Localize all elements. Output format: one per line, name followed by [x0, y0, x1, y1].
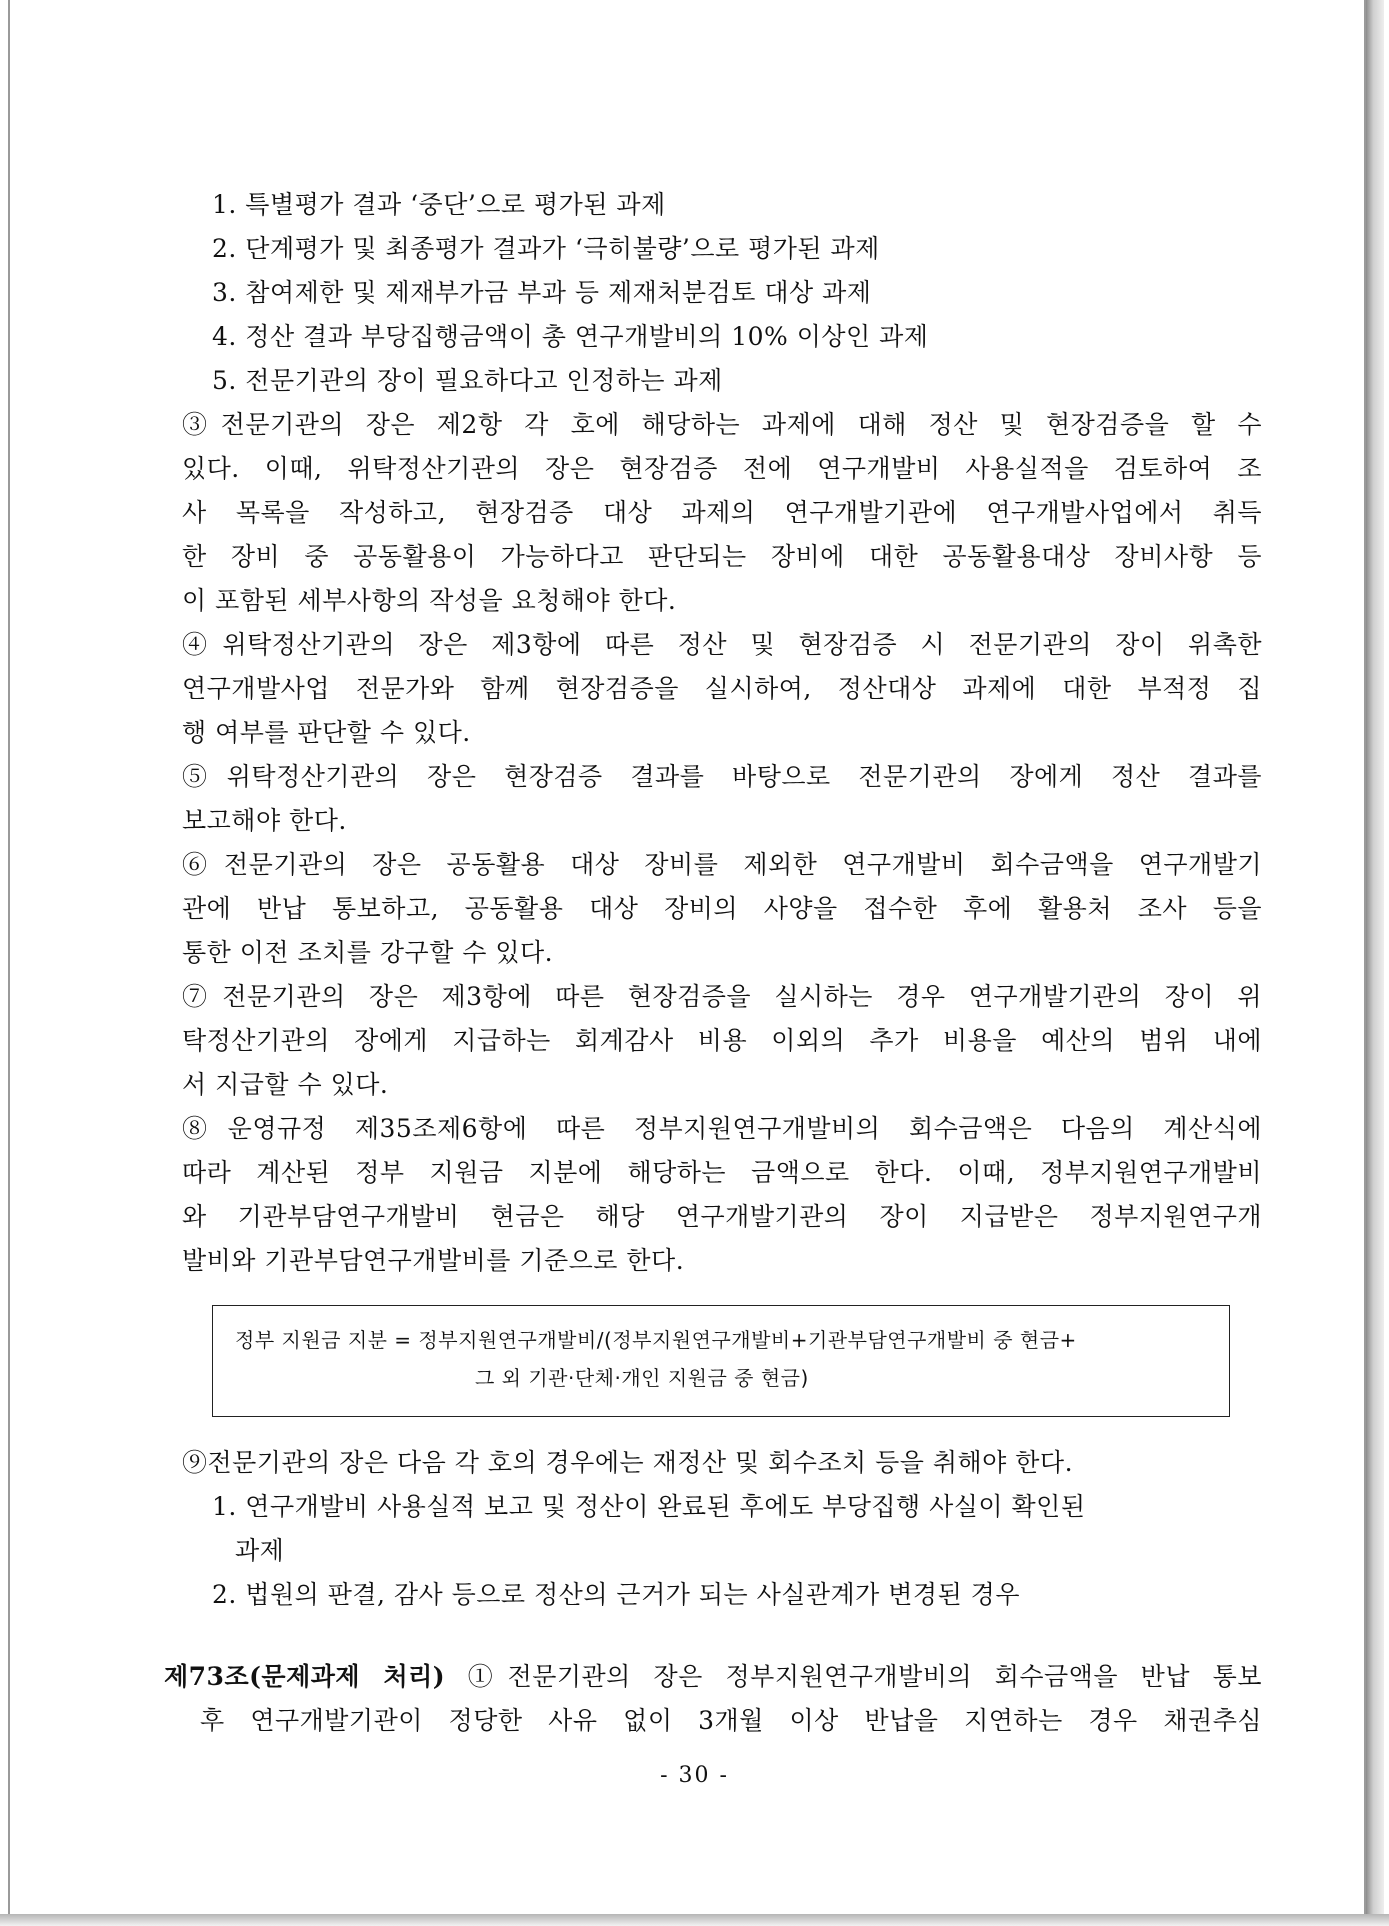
formula-line: 그 외 기관·단체·개인 지원금 중 현금) — [475, 1366, 809, 1390]
article-title: 제73조(문제과제 처리) — [164, 1662, 446, 1691]
paragraph-5-line: ⑤위탁정산기관의 장은 현장검증 결과를 바탕으로 전문기관의 장에게 정산 결과를 — [182, 762, 1262, 791]
page-shadow — [1366, 0, 1384, 1926]
paragraph-4-line: ④위탁정산기관의 장은 제3항에 따른 정산 및 현장검증 시 전문기관의 장이 위촉한 — [182, 630, 1262, 659]
formula-box — [212, 1305, 1230, 1417]
paragraph-3-line: 이 포함된 세부사항의 작성을 요청해야 한다. — [182, 586, 677, 615]
list-item: 2. 단계평가 및 최종평가 결과가 ‘극히불량’으로 평가된 과제 — [212, 234, 880, 263]
paragraph-3-line: 한 장비 중 공동활용이 가능하다고 판단되는 장비에 대한 공동활용대상 장비사항 등 — [182, 542, 1262, 571]
paragraph-7-line: 탁정산기관의 장에게 지급하는 회계감사 비용 이외의 추가 비용을 예산의 범위 내에 — [182, 1026, 1262, 1055]
page-shadow-bottom — [0, 1914, 1389, 1926]
list-item: 4. 정산 결과 부당집행금액이 총 연구개발비의 10% 이상인 과제 — [212, 322, 929, 351]
paragraph-3-line: 있다. 이때, 위탁정산기관의 장은 현장검증 전에 연구개발비 사용실적을 검토하여 조 — [182, 454, 1262, 483]
paragraph-7-line: 서 지급할 수 있다. — [182, 1070, 389, 1099]
paragraph-7-line: ⑦전문기관의 장은 제3항에 따른 현장검증을 실시하는 경우 연구개발기관의 장이 위 — [182, 982, 1262, 1011]
paragraph-4-line: 연구개발사업 전문가와 함께 현장검증을 실시하여, 정산대상 과제에 대한 부적정 집 — [182, 674, 1262, 703]
list-item: 2. 법원의 판결, 감사 등으로 정산의 근거가 되는 사실관계가 변경된 경우 — [212, 1580, 1020, 1609]
page-number: - 30 - — [660, 1763, 729, 1788]
paragraph-9: ⑨전문기관의 장은 다음 각 호의 경우에는 재정산 및 회수조치 등을 취해야 한다. — [182, 1448, 1074, 1477]
paragraph-3-line: 사 목록을 작성하고, 현장검증 대상 과제의 연구개발기관에 연구개발사업에서 취득 — [182, 498, 1262, 527]
paragraph-8-line: ⑧운영규정 제35조제6항에 따른 정부지원연구개발비의 회수금액은 다음의 계산식에 — [182, 1114, 1262, 1143]
article-73-line: 후 연구개발기관이 정당한 사유 없이 3개월 이상 반납을 지연하는 경우 채권추심 — [200, 1706, 1262, 1735]
document-body — [164, 183, 1262, 1743]
paragraph-6-line: 통한 이전 조치를 강구할 수 있다. — [182, 938, 554, 967]
list-item: 1. 연구개발비 사용실적 보고 및 정산이 완료된 후에도 부당집행 사실이 확인된 — [212, 1492, 1086, 1521]
paragraph-3-line: ③전문기관의 장은 제2항 각 호에 해당하는 과제에 대해 정산 및 현장검증을 할 수 — [182, 410, 1262, 439]
article-text: ①전문기관의 장은 정부지원연구개발비의 회수금액을 반납 통보 — [445, 1662, 1262, 1691]
list-item: 5. 전문기관의 장이 필요하다고 인정하는 과제 — [212, 366, 723, 395]
paragraph-8-line: 발비와 기관부담연구개발비를 기준으로 한다. — [182, 1246, 685, 1275]
paragraph-4-line: 행 여부를 판단할 수 있다. — [182, 718, 471, 747]
formula-line: 정부 지원금 지분 = 정부지원연구개발비/(정부지원연구개발비+기관부담연구개발비 중 현금+ — [235, 1328, 1077, 1352]
article-73-line — [164, 1655, 1262, 1699]
paragraph-6-line: ⑥전문기관의 장은 공동활용 대상 장비를 제외한 연구개발비 회수금액을 연구개발기 — [182, 850, 1262, 879]
paragraph-8-line: 와 기관부담연구개발비 현금은 해당 연구개발기관의 장이 지급받은 정부지원연구개 — [182, 1202, 1262, 1231]
paragraph-8-line: 따라 계산된 정부 지원금 지분에 해당하는 금액으로 한다. 이때, 정부지원연구개발비 — [182, 1158, 1262, 1187]
list-item: 1. 특별평가 결과 ‘중단’으로 평가된 과제 — [212, 190, 666, 219]
list-item-continuation: 과제 — [235, 1536, 285, 1565]
paragraph-6-line: 관에 반납 통보하고, 공동활용 대상 장비의 사양을 접수한 후에 활용처 조사 등을 — [182, 894, 1262, 923]
list-item: 3. 참여제한 및 제재부가금 부과 등 제재처분검토 대상 과제 — [212, 278, 872, 307]
paragraph-5-line: 보고해야 한다. — [182, 806, 347, 835]
